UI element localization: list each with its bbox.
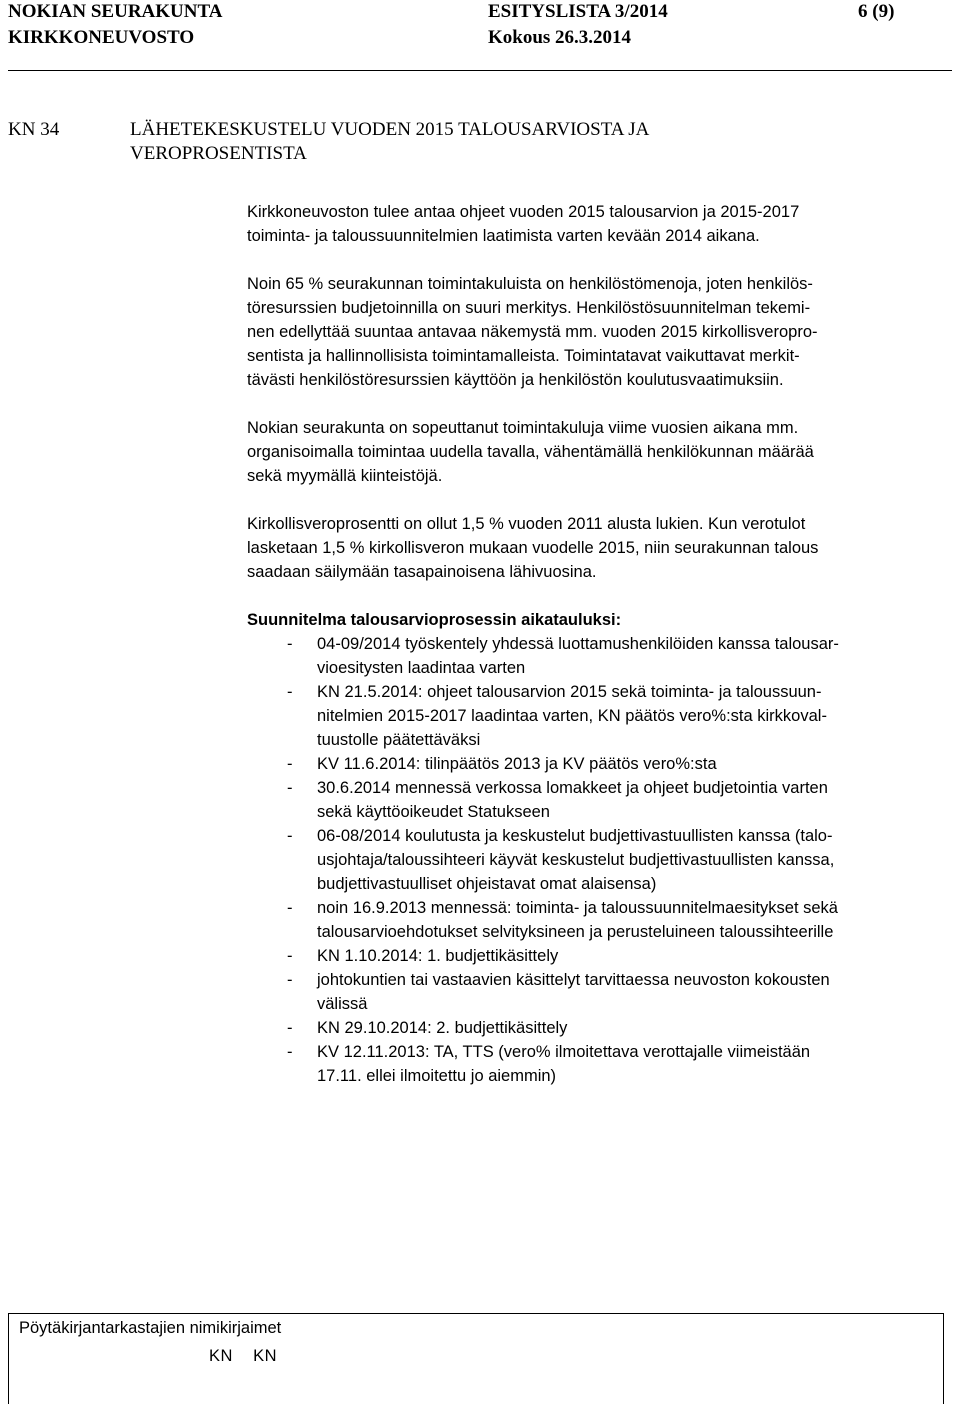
list-dash: - (287, 1019, 293, 1037)
header-divider (8, 70, 952, 71)
body-name: KIRKKONEUVOSTO (8, 27, 195, 48)
text-line: 30.6.2014 mennessä verkossa lomakkeet ja ohjeet budjetointia varten (317, 779, 828, 797)
text-line: sentista ja hallinnollisista toimintamalleista. Toimintatavat vaikuttavat merkit- (247, 347, 800, 365)
text-line: budjettivastuulliset ohjeistavat omat alaisensa) (317, 875, 657, 893)
schedule-item (247, 944, 949, 968)
schedule-item (247, 896, 949, 944)
schedule-item (247, 680, 949, 752)
text-line: KV 12.11.2013: TA, TTS (vero% ilmoitettava verottajalle viimeistään (317, 1043, 811, 1061)
meeting-date: Kokous 26.3.2014 (488, 27, 632, 48)
reviewer-initials (209, 1344, 277, 1368)
initials-box (8, 1313, 944, 1404)
agenda-number: ESITYSLISTA 3/2014 (488, 1, 668, 22)
text-line: sekä myymällä kiinteistöjä. (247, 467, 443, 485)
text-line: Noin 65 % seurakunnan toimintakuluista on henkilöstömenoja, joten henkilös- (247, 275, 813, 293)
text-line: 17.11. ellei ilmoitettu jo aiemmin) (317, 1067, 557, 1085)
section-title-line: VEROPROSENTISTA (130, 143, 307, 164)
schedule-item (247, 776, 949, 824)
list-dash: - (287, 683, 293, 701)
list-dash: - (287, 755, 293, 773)
section-title (130, 118, 930, 166)
footer-label: Pöytäkirjantarkastajien nimikirjaimet (19, 1319, 282, 1337)
page-number: 6 (9) (858, 1, 895, 22)
section-title-line: LÄHETEKESKUSTELU VUODEN 2015 TALOUSARVIOSTA JA (130, 119, 650, 140)
text-line: tävästi henkilöstöresurssien käyttöön ja henkilöstön koulutusvaatimuksiin. (247, 371, 784, 389)
text-line: 06-08/2014 koulutusta ja keskustelut budjettivastuullisten kanssa (talo- (317, 827, 833, 845)
list-dash: - (287, 827, 293, 845)
list-dash: - (287, 1043, 293, 1061)
paragraph-personnel (247, 272, 949, 392)
reviewer-initial: KN (209, 1347, 233, 1365)
text-line: sekä käyttöoikeudet Statukseen (317, 803, 550, 821)
schedule-item (247, 1040, 949, 1088)
list-dash: - (287, 899, 293, 917)
text-line: saadaan säilymään tasapainoisena lähivuosina. (247, 563, 597, 581)
reviewer-initial: KN (253, 1347, 278, 1365)
text-line: KV 11.6.2014: tilinpäätös 2013 ja KV päätös vero%:sta (317, 755, 717, 773)
text-line: toiminta- ja taloussuunnitelmien laatimista varten kevään 2014 aikana. (247, 227, 760, 245)
list-dash: - (287, 971, 293, 989)
section-number: KN 34 (8, 119, 60, 140)
organization-name: NOKIAN SEURAKUNTA (8, 1, 223, 22)
text-line: välissä (317, 995, 368, 1013)
text-line: tuustolle päätettäväksi (317, 731, 481, 749)
list-dash: - (287, 635, 293, 653)
text-line: usjohtaja/taloussihteeri käyvät keskustelut budjettivastuullisten kanssa, (317, 851, 835, 869)
paragraph-tax-rate (247, 512, 949, 584)
text-line: organisoimalla toimintaa uudella tavalla, vähentämällä henkilökunnan määrää (247, 443, 814, 461)
paragraph-cost-adjustment (247, 416, 949, 488)
page-header (8, 0, 952, 58)
paragraph-spacer (247, 584, 949, 608)
schedule-item (247, 1016, 949, 1040)
schedule-heading: Suunnitelma talousarvioprosessin aikatauluksi: (247, 611, 622, 629)
text-line: nitelmien 2015-2017 laadintaa varten, KN päätös vero%:sta kirkkoval- (317, 707, 827, 725)
list-dash: - (287, 947, 293, 965)
schedule-list (247, 632, 949, 1088)
text-line: Nokian seurakunta on sopeuttanut toimintakuluja viime vuosien aikana mm. (247, 419, 799, 437)
text-line: talousarvioehdotukset selvityksineen ja perusteluineen taloussihteerille (317, 923, 834, 941)
text-line: johtokuntien tai vastaavien käsittelyt tarvittaessa neuvoston kokousten (317, 971, 830, 989)
schedule-item (247, 968, 949, 1016)
page-footer (0, 1313, 960, 1406)
schedule-item (247, 752, 949, 776)
text-line: KN 21.5.2014: ohjeet talousarvion 2015 sekä toiminta- ja taloussuun- (317, 683, 822, 701)
schedule-item (247, 824, 949, 896)
text-line: 04-09/2014 työskentely yhdessä luottamushenkilöiden kanssa talousar- (317, 635, 839, 653)
text-line: töresurssien budjetoinnilla on suuri merkitys. Henkilöstösuunnitelman tekemi- (247, 299, 811, 317)
list-dash: - (287, 779, 293, 797)
text-line: lasketaan 1,5 % kirkollisveron mukaan vuodelle 2015, niin seurakunnan talous (247, 539, 819, 557)
text-line: nen edellyttää suuntaa antavaa näkemystä mm. vuoden 2015 kirkollisveropro- (247, 323, 818, 341)
text-line: KN 29.10.2014: 2. budjettikäsittely (317, 1019, 568, 1037)
document-body (247, 200, 949, 1088)
paragraph-instructions (247, 200, 949, 248)
text-line: Kirkkoneuvoston tulee antaa ohjeet vuoden 2015 talousarvion ja 2015-2017 (247, 203, 800, 221)
text-line: KN 1.10.2014: 1. budjettikäsittely (317, 947, 559, 965)
text-line: vioesitysten laadintaa varten (317, 659, 526, 677)
text-line: Kirkollisveroprosentti on ollut 1,5 % vuoden 2011 alusta lukien. Kun verotulot (247, 515, 806, 533)
text-line: noin 16.9.2013 mennessä: toiminta- ja taloussuunnitelmaesitykset sekä (317, 899, 838, 917)
schedule-item (247, 632, 949, 680)
